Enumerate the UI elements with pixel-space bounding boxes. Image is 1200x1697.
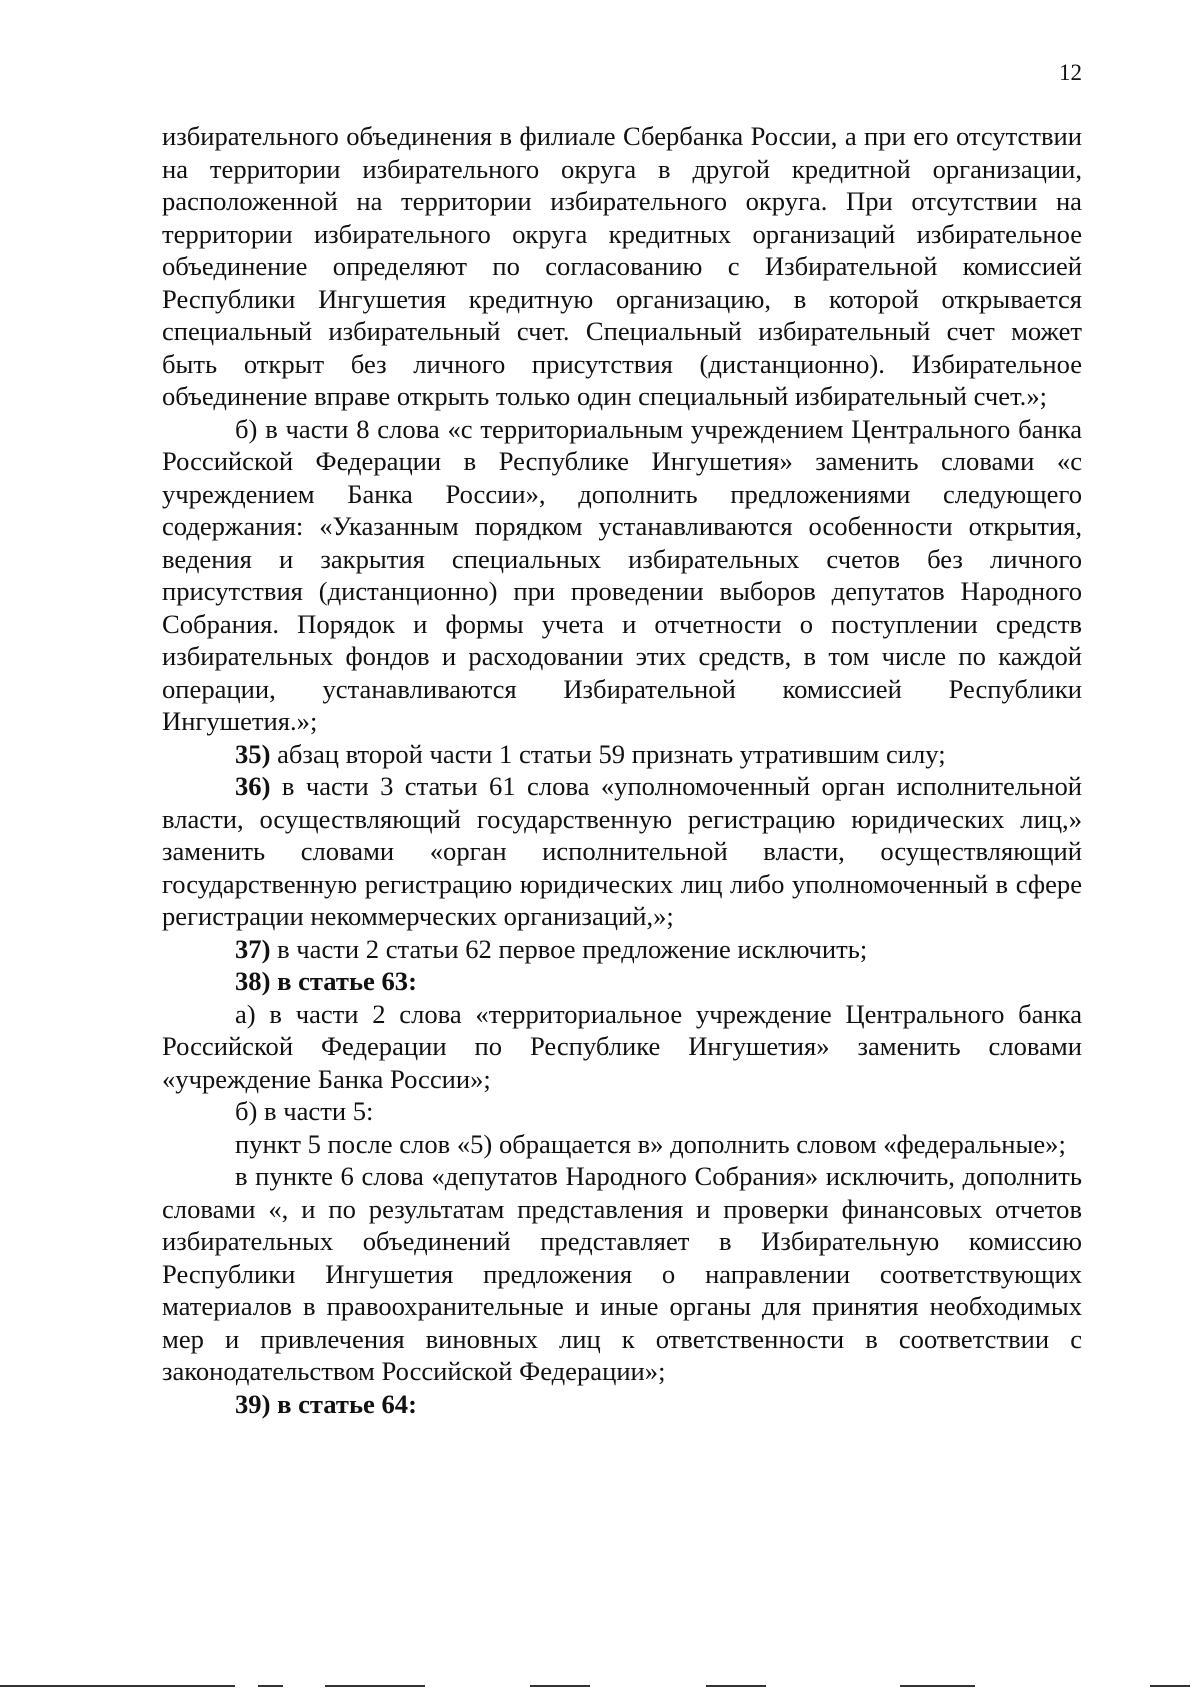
scan-artifact-line — [900, 1685, 975, 1687]
list-item — [162, 770, 1082, 933]
scan-artifact-line — [325, 1685, 425, 1687]
paragraph: в пункте 6 слова «депутатов Народного Собрания» исключить, дополнить словами «, и по результатам представления и проверки финансовых отчетов избирательных объединений представляет в Избирательную комиссию Республики Ингушетия предложения о направлении соответствующих материалов в правоохранительные и иные органы для принятия необходимых мер и привлечения виновных лиц к ответственности в соответствии с законодательством Российской Федерации»; — [162, 1161, 1082, 1386]
paragraph: а) в части 2 слова «территориальное учреждение Центрального банка Российской Федерации по Республике Ингушетия» заменить словами «учреждение Банка России»; — [162, 998, 1082, 1094]
section-heading: 38) в статье 63: — [235, 966, 417, 996]
paragraph: б) в части 8 слова «с территориальным учреждением Центрального банка Российской Федерации в Республике Ингушетия» заменить словами «с учреждением Банка России», дополнить предложениями следующего содержания: «Указанным порядком устанавливаются особенности открытия, ведения и закрытия специальных избирательных счетов без личного присутствия (дистанционно) при проведении выборов депутатов Народного Собрания. Порядок и формы учета и отчетности о поступлении средств избирательных фондов и расходовании этих средств, в том числе по каждой операции, устанавливаются Избирательной комиссией Республики Ингушетия.»; — [162, 413, 1082, 736]
item-number: 37) — [235, 933, 271, 964]
scan-artifact-line — [258, 1685, 283, 1687]
paragraph: б) в части 5: — [235, 1096, 374, 1126]
list-item — [162, 738, 1082, 771]
paragraph: избирательного объединения в филиале Сбербанка России, а при его отсутствии на территории избирательного округа в другой кредитной организации, расположенной на территории избирательного округа. При отсутствии на территории избирательного округа кредитных организаций избирательное объединение определяют по согласованию с Избирательной комиссией Республики Ингушетия кредитную организацию, в которой открывается специальный избирательный счет. Специальный избирательный счет может быть открыт без личного присутствия (дистанционно). Избирательное объединение вправе открыть только один специальный избирательный счет.»; — [162, 121, 1082, 411]
paragraph: пункт 5 после слов «5) обращается в» дополнить словом «федеральные»; — [235, 1128, 1066, 1159]
document-body — [162, 120, 1082, 1420]
section-heading: 39) в статье 64: — [235, 1388, 417, 1419]
scan-artifact-line — [1150, 1685, 1190, 1687]
item-text: абзац второй части 1 статьи 59 признать утратившим силу; — [270, 738, 946, 769]
item-number: 36) — [235, 771, 271, 801]
list-item — [162, 933, 1082, 966]
item-text: в части 2 статьи 62 первое предложение исключить; — [270, 933, 868, 964]
page-number: 12 — [1059, 60, 1082, 85]
scan-artifact-line — [0, 1685, 235, 1687]
item-text: в части 3 статьи 61 слова «уполномоченный орган исполнительной власти, осуществляющий государственную регистрацию юридических лиц,» заменить словами «орган исполнительной власти, осуществляющий государственную регистрацию юридических лиц либо уполномоченный в сфере регистрации некоммерческих организаций,»; — [162, 771, 1082, 931]
scan-artifact-line — [706, 1685, 766, 1687]
scan-artifact-line — [530, 1685, 590, 1687]
item-number: 35) — [235, 738, 271, 769]
